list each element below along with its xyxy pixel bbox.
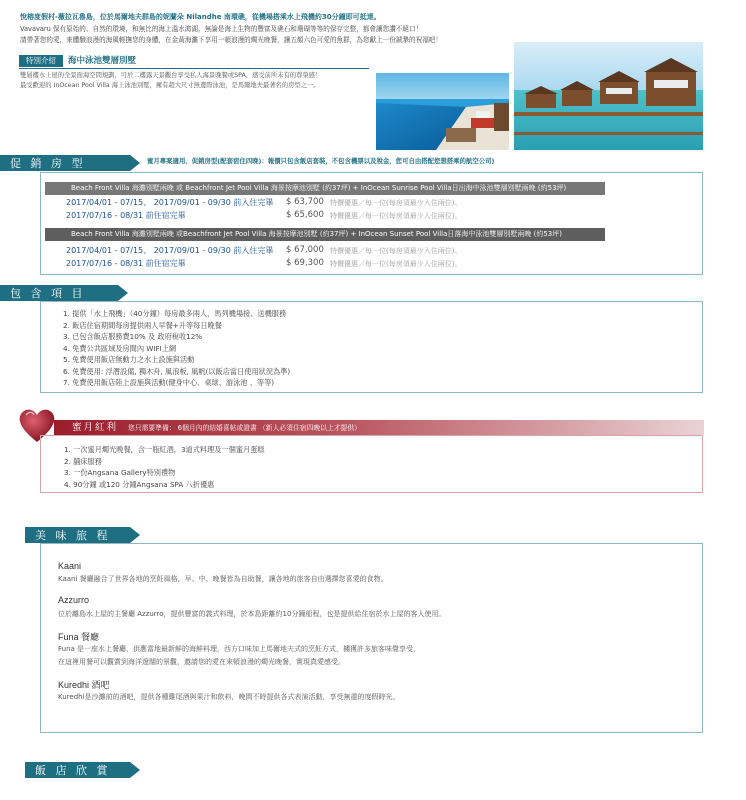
- promo-group-2-row-2-date: 2017/07/16 - 08/31 前住宿完畢: [66, 259, 186, 268]
- honeymoon-item: 2. 舖床服務: [64, 456, 102, 466]
- honeymoon-section-title: 蜜月紅利: [72, 422, 119, 433]
- promo-group-2-row-1-note: 特價優惠／每一位(每房須最少入住兩位)。: [330, 247, 462, 255]
- promo-section-title: 促 銷 房 型: [10, 157, 86, 170]
- dining-section-title: 美 味 旅 程: [35, 529, 111, 542]
- includes-item: 5. 免費使用飯店無動力之水上設施與活動: [63, 355, 195, 364]
- restaurant-desc: 在這裡用餐可以觀賞到海洋遼闊的景觀，邀請您的愛在來頓浪漫的燭光晚餐，實現真愛感受。: [58, 658, 345, 666]
- promo-group-1-header: Beach Front Villa 海灘別墅兩晚 或 Beachfront Jet Pool Villa 海景按摩池別墅 (約37坪) + InOcean Sunrise Pool Villa日出海中泳池雙層別墅兩晚 (約53坪): [45, 182, 605, 195]
- includes-item-text: 2. 飯店住宿期間每房提供兩人早餐+升等每日晚餐: [63, 320, 222, 330]
- includes-section-title: 包 含 項 目: [10, 287, 86, 300]
- intro-headline: 悅榕度假村-薇拉瓦魯島，位於馬爾地夫群島的妮蘭朵 Nilandhe 南環礁，從機場搭乘水上飛機約30分鐘即可抵達。: [20, 13, 381, 21]
- includes-item: 4. 免費公共區域及房間內 WIFI上網: [63, 343, 177, 353]
- promo-group-1-row-1-note: 特價優惠／每一位(每房須最少入住兩位)。: [330, 199, 462, 207]
- includes-list: [63, 308, 290, 389]
- feature-desc-2: 最受歡迎的 InOcean Pool Villa 海上泳池別墅，擁有超大尺寸無邊際泳池，是馬爾地夫最著名的房型之一。: [20, 82, 320, 89]
- includes-section-bar: [0, 285, 118, 301]
- promo-group-2-row-1-price: $ 67,000: [286, 245, 324, 255]
- water-villas-photo: [514, 42, 703, 150]
- promo-group-1-row-2-note: 特價優惠／每一位(每房須最少入住兩位)。: [330, 212, 462, 220]
- honeymoon-requirement: 您只需要準備： 6個月內的結婚喜帖或證書 （新人必須住宿四晚以上才提供）: [128, 424, 361, 432]
- feature-desc-1: 雙層樓水上屋的全景面海空間規劃，可於二樓露天景觀台享受私人海景晚餐或SPA，感受前所未有的尊榮感！: [20, 72, 322, 79]
- promo-group-1-row-1-date: 2017/04/01 - 07/15、 2017/09/01 - 09/30 前入住完畢: [66, 198, 274, 207]
- restaurant-desc: 位於離島水上屋的主餐廳 Azzurro，提供豐富的義式料理，於本島距離約10分鐘船程，也是提供給住宿於水上屋的客人使用。: [58, 610, 446, 618]
- includes-item: 1. 提供「水上飛機」（40分鐘）每房最多兩人，馬列機場接、送機服務: [63, 309, 287, 318]
- restaurant-name: Azzurro: [58, 595, 90, 605]
- dining-section-bar: [25, 527, 130, 543]
- promo-group-2-row-2-price: $ 69,300: [286, 258, 324, 268]
- restaurant-desc: Kaani 餐廳融合了世界各地的烹飪風格，早、中、晚餐皆為自助餐，讓各地的旅客自由選擇您喜愛的食物。: [58, 575, 388, 583]
- intro-line-2: Vavavaru 保有原始的、自然的環境，和無比的海上溫水瀉湖，無論是海上生物的豐富及礁石和珊瑚等等的保存完整，都會讓您讚不絕口！: [20, 25, 423, 33]
- includes-item: 3. 已包含飯店服務費10% 及 政府稅收12%: [63, 332, 203, 341]
- gallery-section-bar: [25, 762, 130, 778]
- restaurant-name: Funa 餐廳: [58, 632, 100, 642]
- promo-group-1-row-2-date: 2017/07/16 - 08/31 前住宿完畢: [66, 211, 186, 220]
- promo-note: 蜜月專案適用、促銷房型(配套宿住四晚)：報價只包含飯店套裝，不包含機票以及稅金，您可自由搭配您想搭乘的航空公司): [147, 157, 495, 165]
- restaurant-desc: Kuredhi是沙灘前的酒吧，提供各種雞尾酒與果汁和飲料，晚間不時提供各式表演活動，享受無盡的度假時光。: [58, 693, 400, 701]
- restaurant-name: Kuredhi 酒吧: [58, 680, 110, 690]
- honeymoon-list: [64, 444, 265, 490]
- promo-section-bar: [0, 155, 130, 171]
- restaurant-desc: Funa 是一座水上餐廳，供應當地最新鮮的海鮮料理，西方口味加上馬爾地夫式的烹飪方式，擄獲許多旅客味覺享受，: [58, 645, 421, 653]
- dining-box: [40, 543, 703, 733]
- feature-title-underline: [19, 68, 369, 69]
- honeymoon-item: 1. 一次蜜月燭光晚餐，含一瓶紅酒，3道式料理及一個蜜月蛋糕: [64, 445, 265, 454]
- promo-group-2-row-2-note: 特價優惠／每一位(每房須最少入住兩位)。: [330, 260, 462, 268]
- includes-item: 6. 免費使用: 浮潛設備, 獨木舟, 風浪板, 風帆(以飯店當日使用狀況為準): [63, 366, 291, 376]
- pool-villa-photo: [376, 73, 509, 150]
- honeymoon-item: 3. 一份Angsana Gallery特別禮物: [64, 468, 176, 477]
- includes-item: 7. 免費使用飯店陸上設施與活動(健身中心、桌球、游泳池 、等等): [63, 378, 275, 387]
- includes-item: [63, 320, 290, 332]
- gallery-section-title: 飯 店 欣 賞: [35, 764, 111, 777]
- feature-tag: 特別介紹: [19, 55, 63, 67]
- promo-group-2-header: Beach Front Villa 海灘別墅兩晚 或Beachfront Jet Pool Villa 海景按摩池別墅 (約37坪) + InOcean Sunset Pool Villa日落海中泳池雙層別墅兩晚 (約53坪): [45, 228, 605, 241]
- promo-group-1-row-2-price: $ 65,600: [286, 210, 324, 220]
- honeymoon-item: 4. 90分鐘 或120 分鐘Angsana SPA 八折優惠: [64, 479, 215, 489]
- intro-line-3: 請帶著您的愛，來體驗浪漫的海風輕撫您的身體，在金黃海灘下享用一頓浪漫的燭光晚餐，讓五顏六色可愛的魚群，為您獻上一份誠摯的祝福吧！: [20, 36, 442, 44]
- promo-group-2-row-1-date: 2017/04/01 - 07/15、 2017/09/01 - 09/30 前入住完畢: [66, 246, 274, 255]
- promo-group-1-row-1-price: $ 63,700: [286, 197, 324, 207]
- restaurant-name: Kaani: [58, 561, 82, 571]
- feature-title: 海中泳池雙層別墅: [68, 56, 137, 66]
